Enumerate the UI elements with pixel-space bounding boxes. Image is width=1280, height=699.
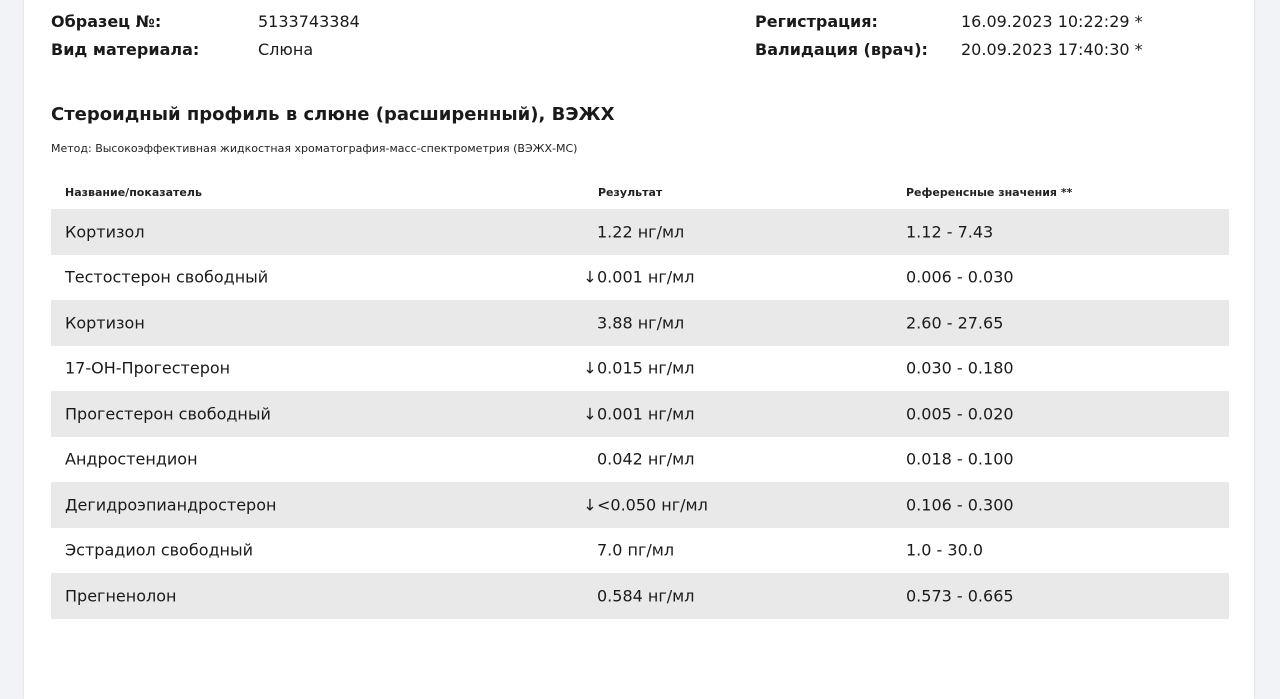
result-value: ↓0.001 нг/мл: [583, 404, 695, 424]
analyte-name: 17-ОН-Прогестерон: [65, 358, 231, 378]
column-header-name: Название/показатель: [65, 186, 202, 199]
reference-range: 0.005 - 0.020: [906, 404, 1014, 424]
reference-range: 0.106 - 0.300: [906, 495, 1014, 515]
result-value: ↓0.015 нг/мл: [583, 358, 695, 378]
sample-number-value: 5133743384: [258, 12, 360, 31]
result-value: ↓<0.050 нг/мл: [583, 495, 708, 515]
column-header-reference: Референсные значения **: [906, 186, 1073, 199]
low-flag-icon: ↓: [583, 358, 597, 378]
reference-range: 2.60 - 27.65: [906, 313, 1004, 333]
analyte-name: Эстрадиол свободный: [65, 540, 254, 560]
result-value: 0.584 нг/мл: [597, 586, 695, 606]
analyte-name: Прогестерон свободный: [65, 404, 271, 424]
reference-range: 0.573 - 0.665: [906, 586, 1014, 606]
analyte-name: Кортизол: [65, 222, 145, 242]
report-page: [24, 0, 1254, 699]
table-row: [51, 300, 1229, 346]
results-table: [51, 209, 1229, 619]
material-label: Вид материала:: [51, 40, 200, 59]
registration-label: Регистрация:: [755, 12, 878, 31]
registration-value: 16.09.2023 10:22:29 *: [961, 12, 1143, 31]
low-flag-icon: ↓: [583, 267, 597, 287]
analyte-name: Андростендион: [65, 449, 198, 469]
table-row: [51, 482, 1229, 528]
analyte-name: Прегненолон: [65, 586, 177, 606]
result-value: 0.042 нг/мл: [597, 449, 695, 469]
analyte-name: Тестостерон свободный: [65, 267, 269, 287]
table-row: [51, 573, 1229, 619]
table-row: [51, 437, 1229, 483]
report-title: Стероидный профиль в слюне (расширенный), ВЭЖХ: [51, 104, 615, 125]
table-row: [51, 391, 1229, 437]
analyte-name: Дегидроэпиандростерон: [65, 495, 277, 515]
reference-range: 0.030 - 0.180: [906, 358, 1014, 378]
reference-range: 0.006 - 0.030: [906, 267, 1014, 287]
result-value: 7.0 пг/мл: [597, 540, 675, 560]
table-row: [51, 346, 1229, 392]
reference-range: 1.0 - 30.0: [906, 540, 984, 560]
analyte-name: Кортизон: [65, 313, 145, 333]
validation-label: Валидация (врач):: [755, 40, 928, 59]
reference-range: 0.018 - 0.100: [906, 449, 1014, 469]
material-value: Слюна: [258, 40, 314, 59]
table-row: [51, 209, 1229, 255]
low-flag-icon: ↓: [583, 404, 597, 424]
result-value: 3.88 нг/мл: [597, 313, 685, 333]
validation-value: 20.09.2023 17:40:30 *: [961, 40, 1143, 59]
reference-range: 1.12 - 7.43: [906, 222, 994, 242]
column-header-result: Результат: [598, 186, 663, 199]
method-note: Метод: Высокоэффективная жидкостная хроматография-масс-спектрометрия (ВЭЖХ-МС): [51, 142, 578, 155]
low-flag-icon: ↓: [583, 495, 597, 515]
sample-number-label: Образец №:: [51, 12, 162, 31]
table-row: [51, 255, 1229, 301]
result-value: 1.22 нг/мл: [597, 222, 685, 242]
table-row: [51, 528, 1229, 574]
result-value: ↓0.001 нг/мл: [583, 267, 695, 287]
